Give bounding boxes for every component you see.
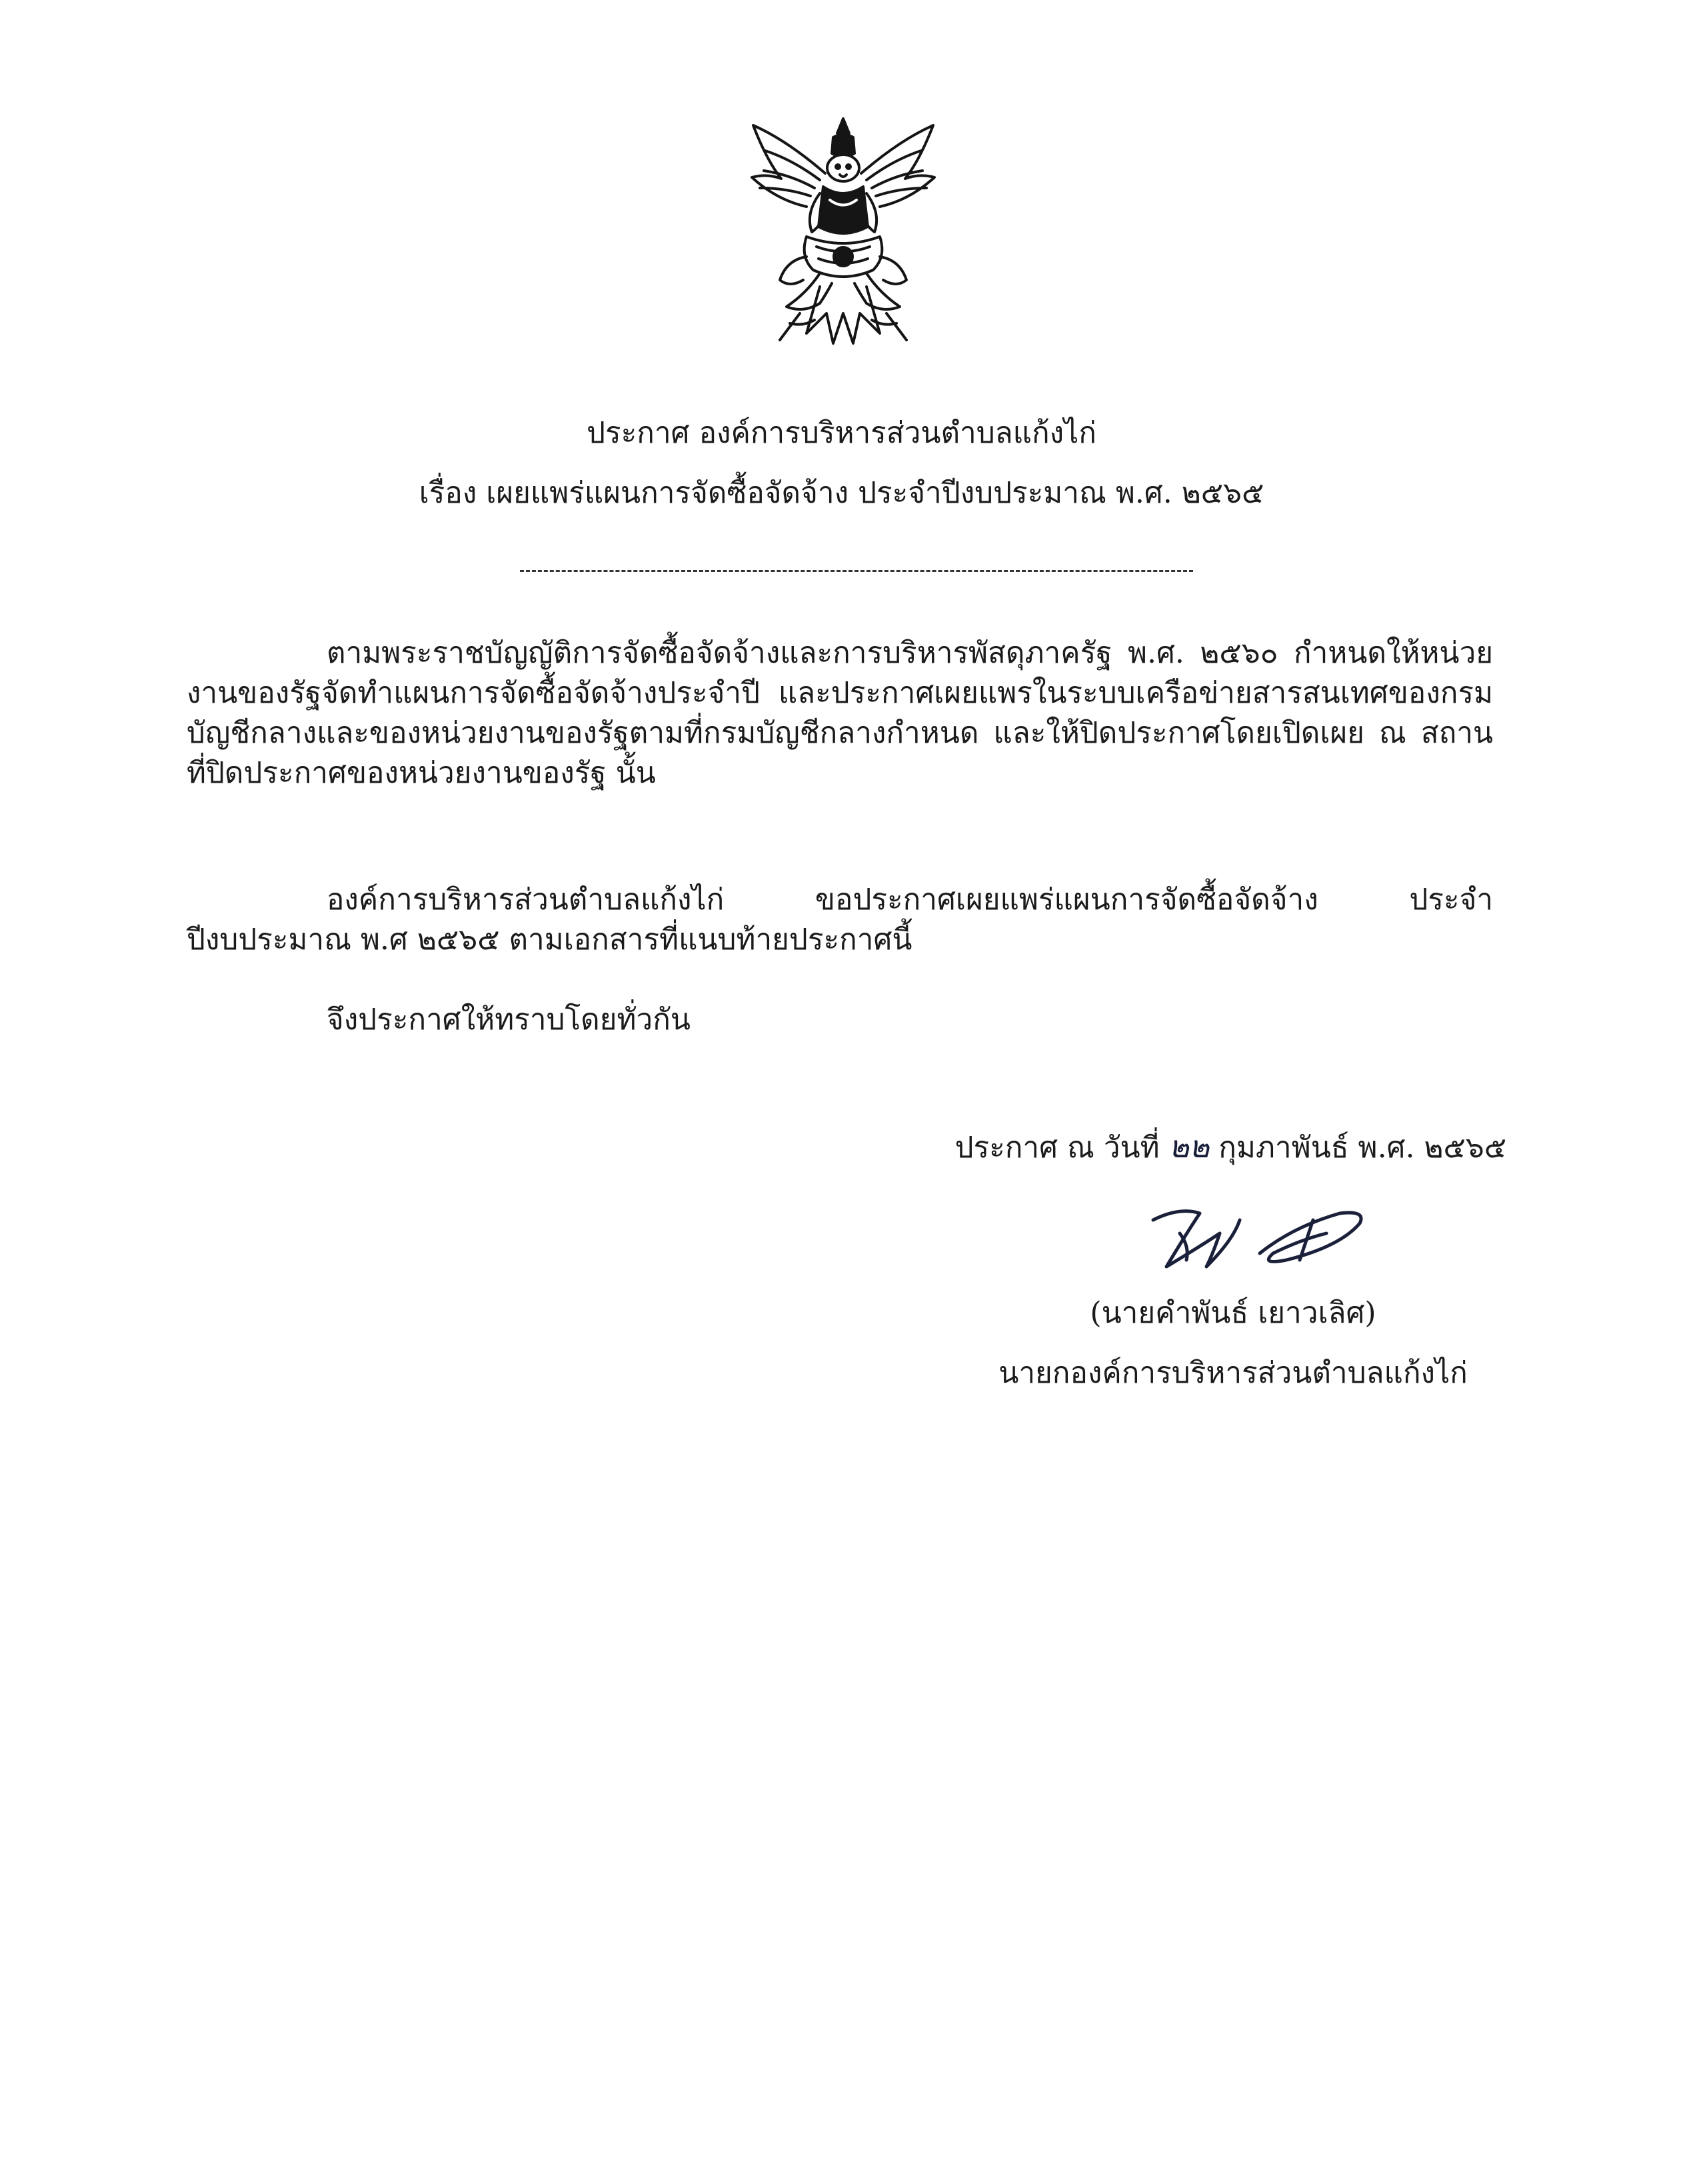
separator-line [520, 570, 1193, 572]
date-day: ๒๒ [1168, 1129, 1210, 1165]
date-suffix: กุมภาพันธ์ พ.ศ. ๒๕๖๕ [1218, 1131, 1506, 1165]
announcement-subject: เรื่อง เผยแพร่แผนการจัดซื้อจัดจ้าง ประจำปีงบประมาณ พ.ศ. ๒๕๖๕ [419, 476, 1264, 510]
announcement-heading: ประกาศ องค์การบริหารส่วนตำบลแก้งไก่ [587, 416, 1096, 450]
signer-title: นายกองค์การบริหารส่วนตำบลแก้งไก่ [998, 1356, 1468, 1390]
paragraph-announcement: องค์การบริหารส่วนตำบลแก้งไก่ ขอประกาศเผยแพร่แผนการจัดซื้อจัดจ้าง ประจำปีงบประมาณ พ.ศ ๒๕๖๕ ตามเอกสารที่แนบท้ายประกาศนี้ [187, 883, 1493, 957]
announcement-date [920, 1127, 1506, 1168]
garuda-emblem-icon [740, 113, 946, 353]
signer-name: (นายคำพันธ์ เยาวเลิศ) [1090, 1296, 1376, 1330]
signature-icon [1140, 1193, 1380, 1287]
paragraph-closing: จึงประกาศให้ทราบโดยทั่วกัน [327, 1003, 691, 1037]
date-prefix: ประกาศ ณ วันที่ [954, 1131, 1160, 1165]
paragraph-legal-basis: ตามพระราชบัญญัติการจัดซื้อจัดจ้างและการบริหารพัสดุภาครัฐ พ.ศ. ๒๕๖๐ กำหนดให้หน่วยงานของรัฐจัดทำแผนการจัดซื้อจัดจ้างประจำปี และประกาศเผยแพรในระบบเครือข่ายสารสนเทศของกรมบัญชีกลางและของหน่วยงานของรัฐตามที่กรมบัญชีกลางกำหนด และให้ปิดประกาศโดยเปิดเผย ณ สถานที่ปิดประกาศของหน่วยงานของรัฐ นั้น [187, 636, 1493, 790]
